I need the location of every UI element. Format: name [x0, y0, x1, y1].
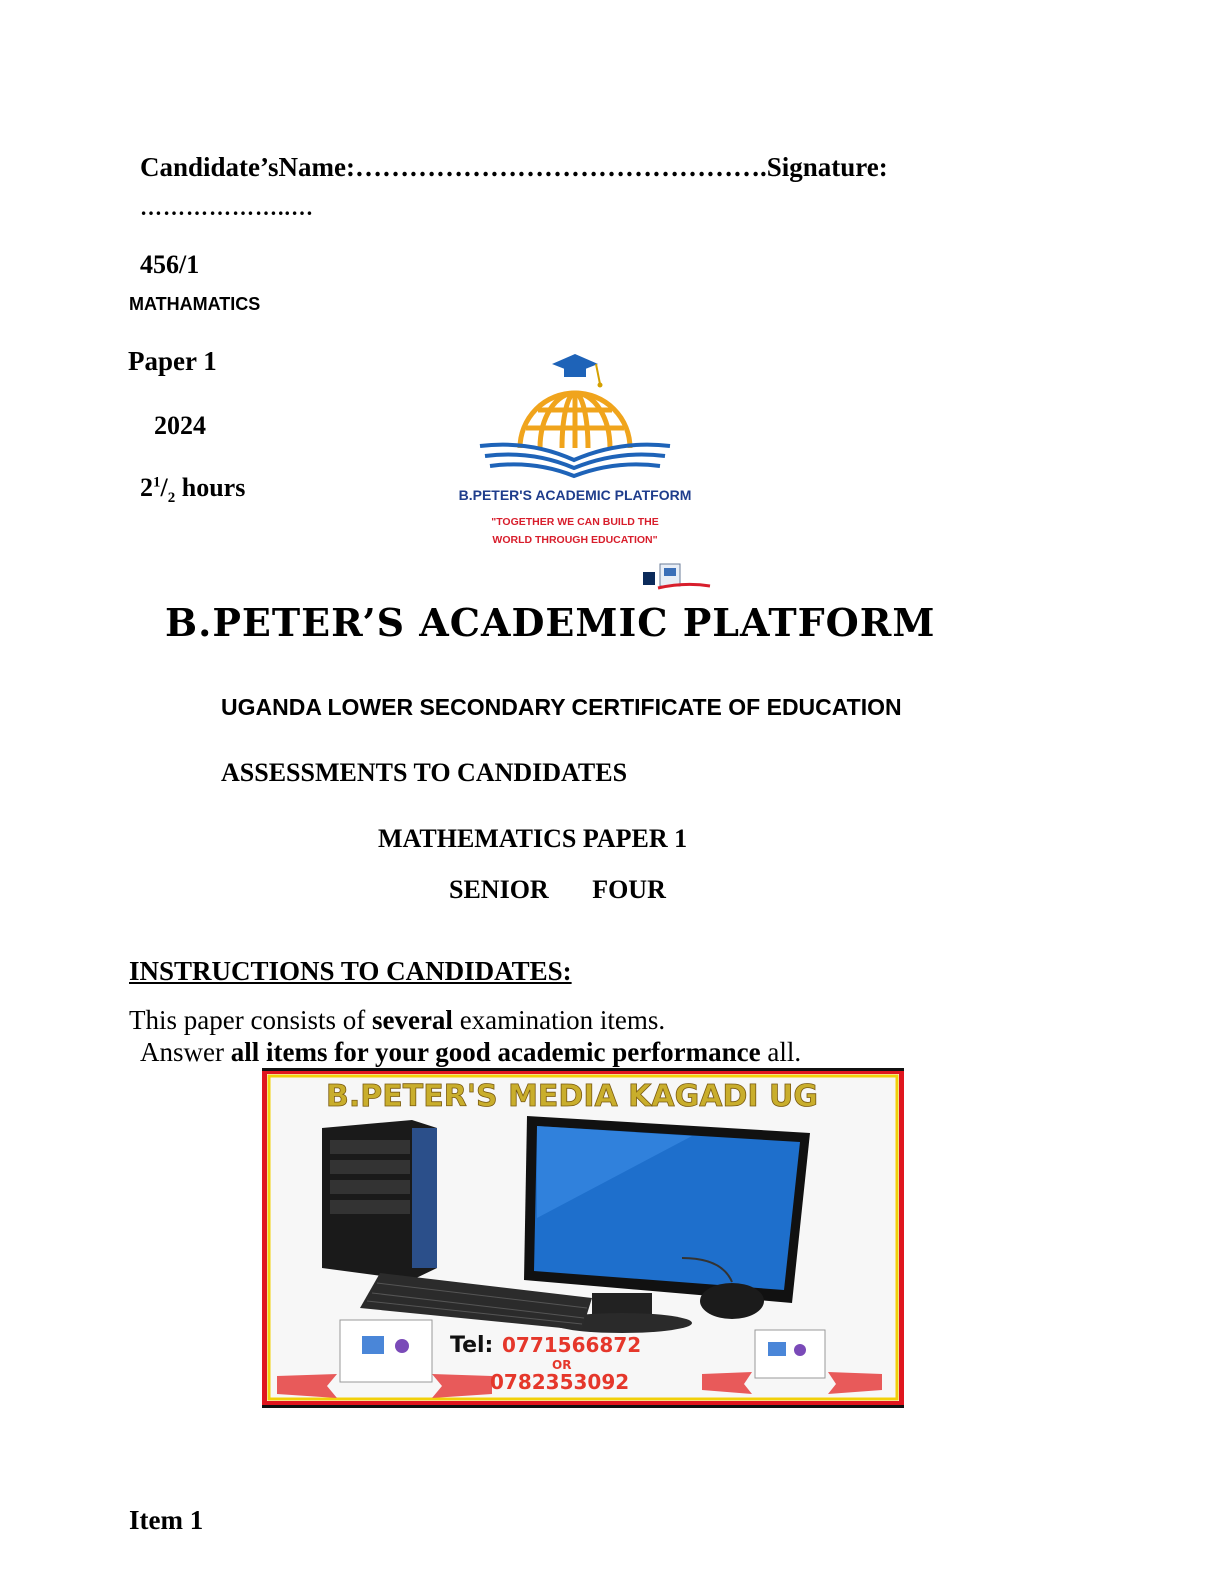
- logo-graphic: [440, 350, 720, 595]
- class-level: SENIOR FOUR: [449, 875, 666, 904]
- duration-numerator: 1: [153, 474, 161, 491]
- banner-graphic: [262, 1068, 904, 1408]
- exam-year: 2024: [154, 411, 206, 440]
- platform-title: B.PETER’S ACADEMIC PLATFORM: [165, 600, 936, 645]
- instruction-2-text-end: all.: [760, 1037, 802, 1067]
- instruction-line-1: [129, 1005, 665, 1036]
- item-heading: Item 1: [129, 1505, 204, 1535]
- academic-platform-logo: [440, 350, 720, 595]
- banner-tel-label: Tel:: [450, 1333, 494, 1358]
- signature-dots: ………………..…: [140, 195, 314, 220]
- duration-denominator: 2: [167, 490, 176, 507]
- subject-label: MATHAMATICS: [129, 294, 261, 314]
- banner-tel-1: 0771566872: [502, 1333, 642, 1357]
- banner-title: B.PETER'S MEDIA KAGADI UG: [326, 1079, 818, 1114]
- logo-name: B.PETER'S ACADEMIC PLATFORM: [458, 487, 692, 503]
- instruction-line-2: [140, 1037, 801, 1068]
- paper-code: 456/1: [140, 250, 200, 279]
- paper-title: MATHEMATICS PAPER 1: [378, 824, 688, 853]
- media-advert-banner: [262, 1068, 904, 1408]
- instruction-1-bold: several: [371, 1005, 453, 1035]
- instruction-2-text: Answer: [140, 1037, 231, 1067]
- banner-or: OR: [552, 1358, 572, 1372]
- duration-unit: hours: [181, 473, 246, 502]
- logo-slogan-line1: "TOGETHER WE CAN BUILD THE: [491, 516, 659, 528]
- duration-whole: 2: [140, 473, 153, 502]
- candidate-name-signature-line: Candidate’sName:……………………………………….Signature:: [140, 152, 888, 182]
- logo-slogan-line2: WORLD THROUGH EDUCATION": [492, 534, 658, 546]
- banner-tel-2: 0782353092: [490, 1370, 630, 1394]
- exam-body: UGANDA LOWER SECONDARY CERTIFICATE OF EDUCATION: [221, 694, 902, 720]
- instruction-1-text-end: examination items.: [452, 1005, 666, 1035]
- instructions-heading: INSTRUCTIONS TO CANDIDATES:: [129, 956, 572, 986]
- paper-number: Paper 1: [128, 346, 217, 376]
- assessment-heading: ASSESSMENTS TO CANDIDATES: [221, 758, 628, 787]
- exam-duration: $2^1/_2$ hours: [140, 473, 246, 507]
- instruction-1-text: This paper consists of: [129, 1005, 372, 1035]
- instruction-2-bold: all items for your good academic performance: [230, 1037, 761, 1067]
